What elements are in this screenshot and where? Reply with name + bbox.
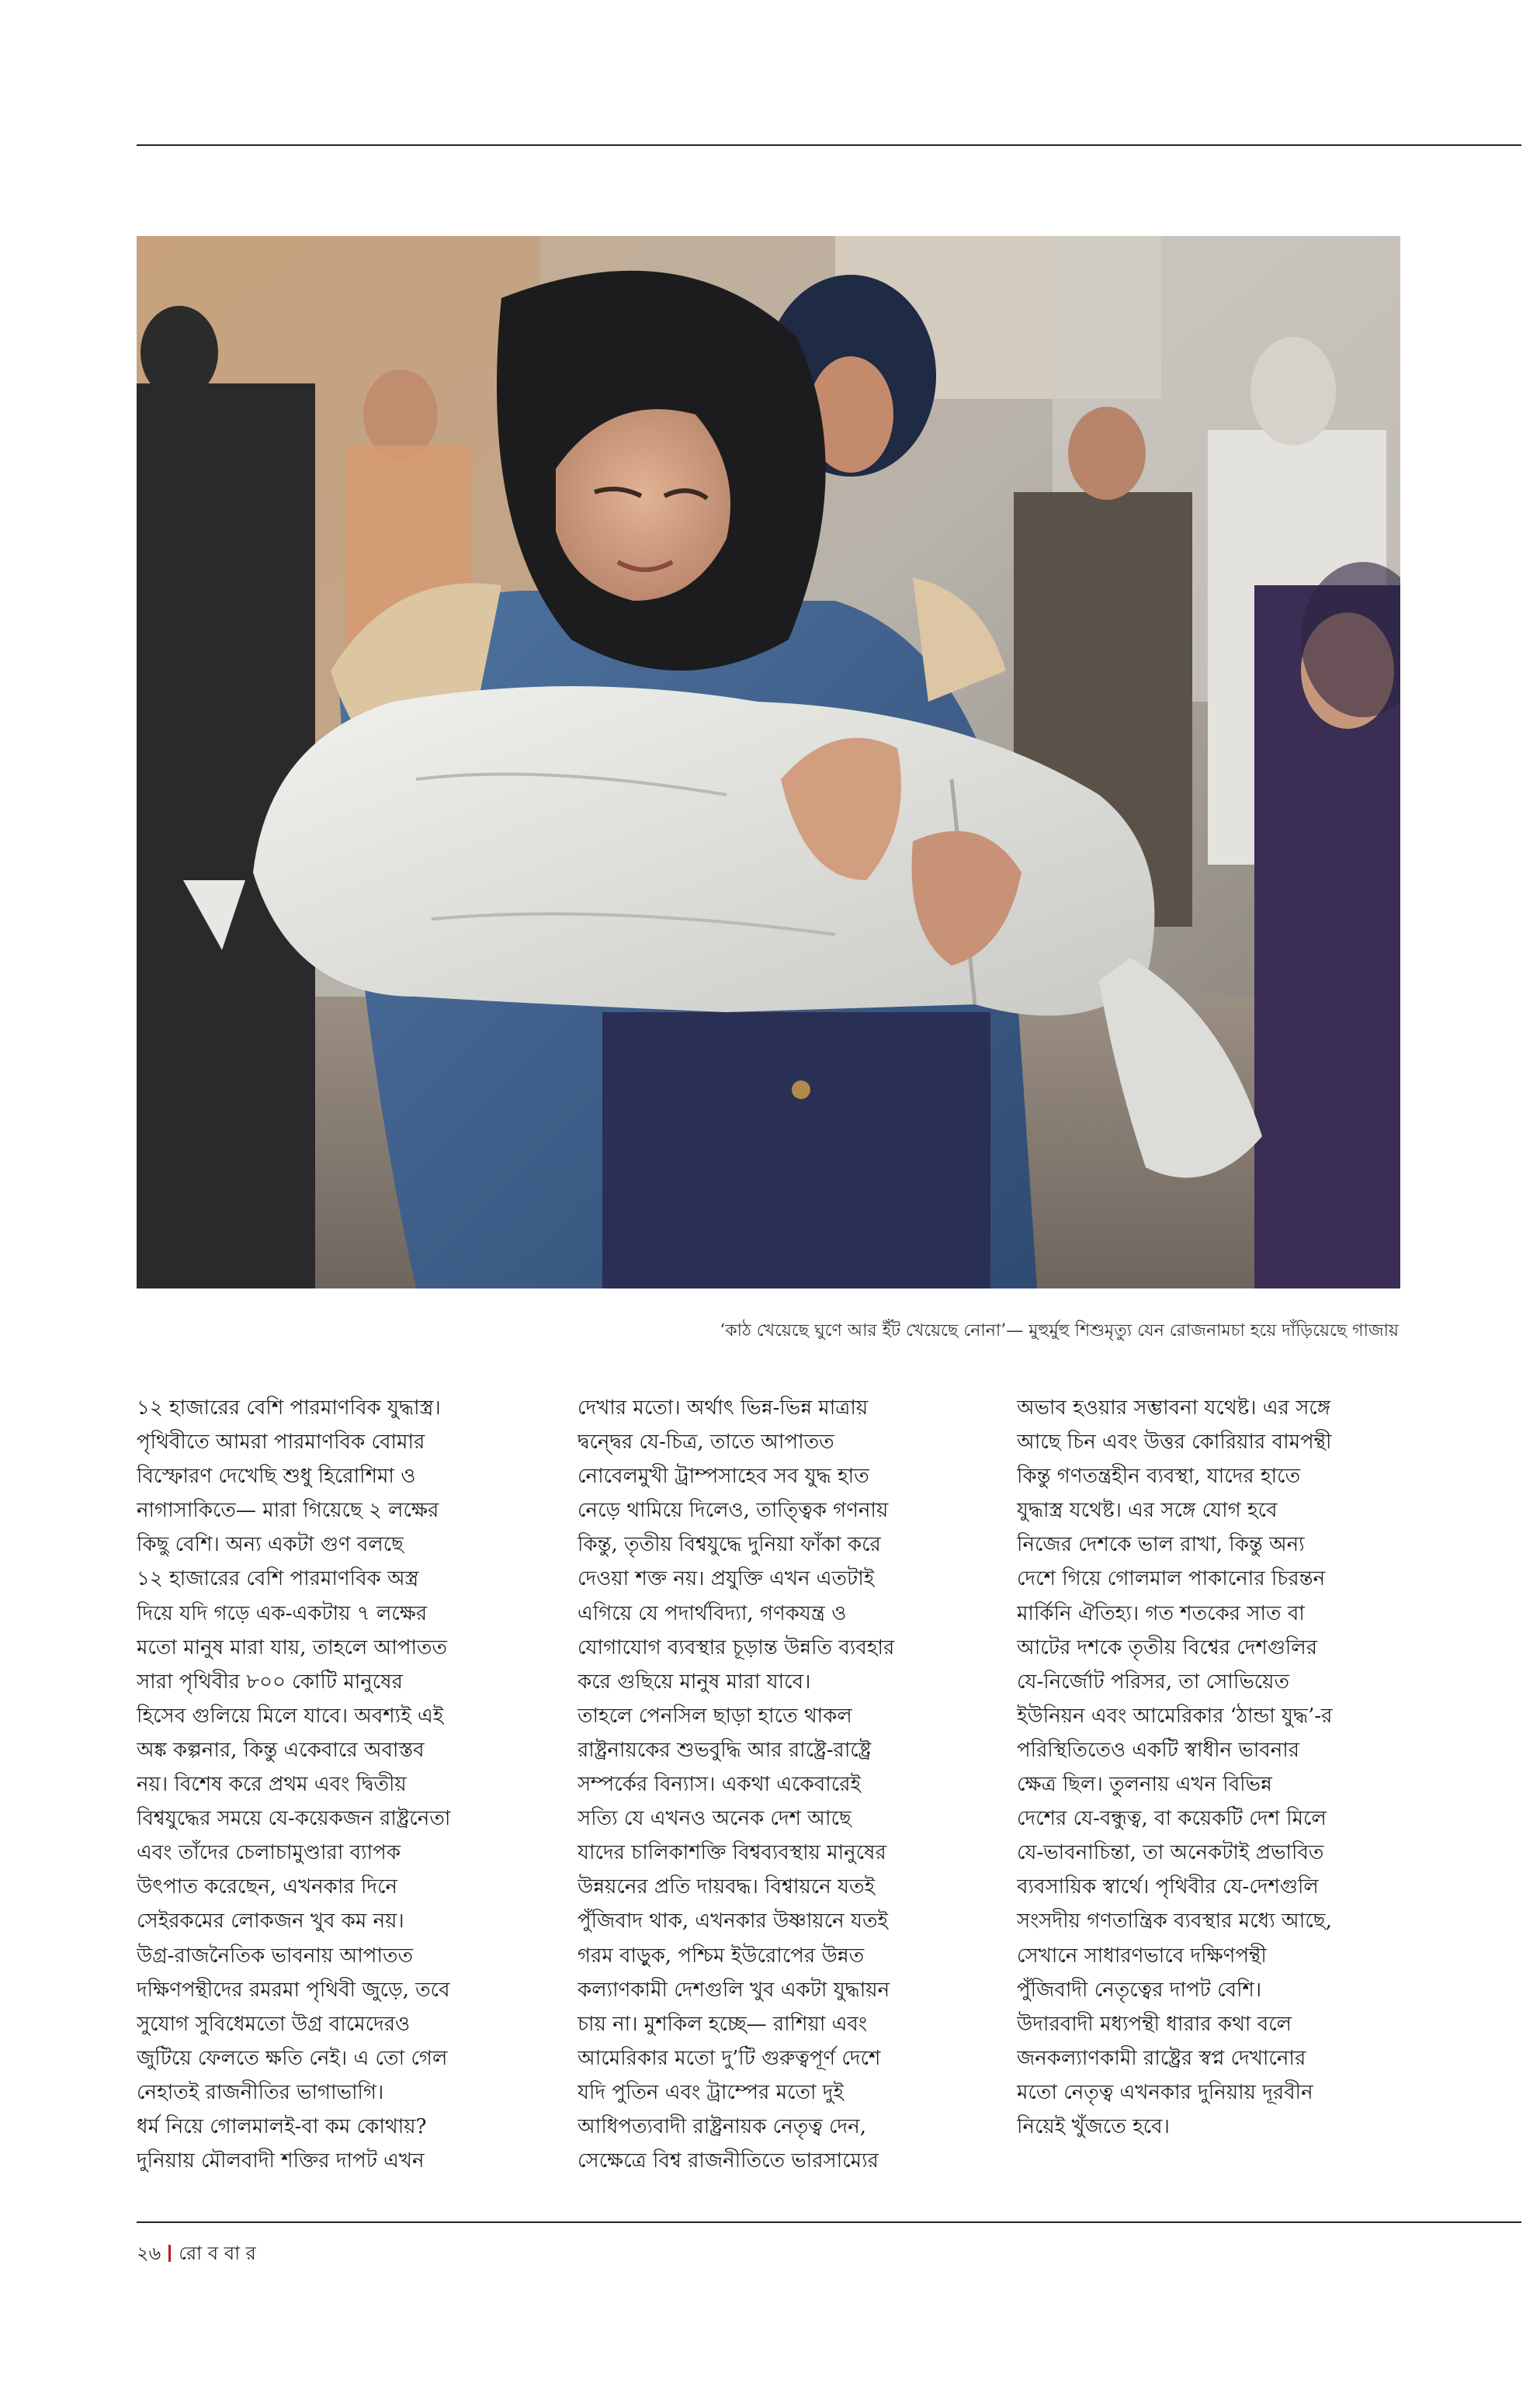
article-column-1 [137, 1391, 534, 2178]
text-line: সত্যি যে এখনও অনেক দেশ আছে [578, 1807, 852, 1831]
photo-illustration [137, 236, 1400, 1288]
text-line: যে-নির্জোট পরিসর, তা সোভিয়েত [1017, 1670, 1290, 1694]
text-line: দেওয়া শক্ত নয়। প্রযুক্তি এখন এতটাই [578, 1567, 875, 1591]
text-line: হিসেব গুলিয়ে মিলে যাবে। অবশ্যই এই [137, 1704, 444, 1728]
text-line: কিছু বেশি। অন্য একটা গুণ বলছে [137, 1533, 404, 1557]
page-footer [137, 2239, 256, 2270]
text-line: ক্ষেত্র ছিল। তুলনায় এখন বিভিন্ন [1017, 1773, 1272, 1797]
text-line: চায় না। মুশকিল হচ্ছে— রাশিয়া এবং [578, 2012, 868, 2036]
text-line: যে-ভাবনাচিন্তা, তা অনেকটাই প্রভাবিত [1017, 1841, 1324, 1865]
page-number: ২৬ [137, 2242, 161, 2264]
text-line: দক্ষিণপন্থীদের রমরমা পৃথিবী জুড়ে, তবে [137, 1978, 450, 2002]
text-line: দেশের যে-বন্ধুত্ব, বা কয়েকটি দেশ মিলে [1017, 1807, 1327, 1831]
text-line: সেইরকমের লোকজন খুব কম নয়। [137, 1909, 404, 1933]
text-line: পরিস্থিতিতেও একটি স্বাধীন ভাবনার [1017, 1738, 1300, 1762]
magazine-name: রো ব বা র [179, 2242, 256, 2264]
text-line: আমেরিকার মতো দু’টি গুরুত্বপূর্ণ দেশে [578, 2046, 881, 2070]
footer-separator [168, 2245, 171, 2262]
text-line: পুঁজিবাদী নেতৃত্বের দাপট বেশি। [1017, 1978, 1262, 2002]
text-line: ১২ হাজারের বেশি পারমাণবিক অস্ত্র [137, 1567, 419, 1591]
text-line: পৃথিবীতে আমরা পারমাণবিক বোমার [137, 1431, 425, 1455]
text-line: উৎপাত করেছেন, এখনকার দিনে [137, 1875, 398, 1899]
text-line: যদি পুতিন এবং ট্রাম্পের মতো দুই [578, 2080, 844, 2104]
text-line: যাদের চালিকাশক্তি বিশ্বব্যবস্থায় মানুষের [578, 1841, 886, 1865]
text-line: জুটিয়ে ফেলতে ক্ষতি নেই। এ তো গেল [137, 2046, 448, 2070]
text-line: সেখানে সাধারণভাবে দক্ষিণপন্থী [1017, 1944, 1267, 1968]
text-line: সেক্ষেত্রে বিশ্ব রাজনীতিতে ভারসাম্যের [578, 2149, 879, 2173]
text-line: ধর্ম নিয়ে গোলমালই-বা কম কোথায়? [137, 2114, 427, 2138]
text-line: বিশ্বযুদ্ধের সময়ে যে-কয়েকজন রাষ্ট্রনেতা [137, 1807, 451, 1831]
article-column-2 [578, 1391, 975, 2178]
text-line: সম্পর্কের বিন্যাস। একথা একেবারেই [578, 1773, 862, 1797]
text-line: আছে চিন এবং উত্তর কোরিয়ার বামপন্থী [1017, 1431, 1332, 1455]
text-line: নিজের দেশকে ভাল রাখা, কিন্তু অন্য [1017, 1533, 1305, 1557]
text-line: দ্বন্দ্বের যে-চিত্র, তাতে আপাতত [578, 1431, 834, 1455]
text-line: করে গুছিয়ে মানুষ মারা যাবে। [578, 1670, 811, 1694]
text-line: মার্কিনি ঐতিহ্য। গত শতকের সাত বা [1017, 1601, 1305, 1625]
text-line: সুযোগ সুবিধেমতো উগ্র বামেদেরও [137, 2012, 411, 2036]
text-line: কিন্তু গণতন্ত্রহীন ব্যবস্থা, যাদের হাতে [1017, 1465, 1301, 1489]
text-line: পুঁজিবাদ থাক, এখনকার উষ্ণায়নে যতই [578, 1909, 888, 1933]
text-line: নাগাসাকিতে— মারা গিয়েছে ২ লক্ষের [137, 1499, 439, 1523]
text-line: উদারবাদী মধ্যপন্থী ধারার কথা বলে [1017, 2012, 1292, 2036]
text-line: এগিয়ে যে পদার্থবিদ্যা, গণকযন্ত্র ও [578, 1601, 847, 1625]
text-line: তাহলে পেনসিল ছাড়া হাতে থাকল [578, 1704, 852, 1728]
text-line: আটের দশকে তৃতীয় বিশ্বের দেশগুলির [1017, 1635, 1318, 1659]
text-line: নয়। বিশেষ করে প্রথম এবং দ্বিতীয় [137, 1773, 407, 1797]
text-line: দিয়ে যদি গড়ে এক-একটায় ৭ লক্ষের [137, 1601, 428, 1625]
article-column-3 [1017, 1391, 1414, 2144]
text-line: কিন্তু, তৃতীয় বিশ্বযুদ্ধে দুনিয়া ফাঁকা করে [578, 1533, 881, 1557]
text-line: মতো মানুষ মারা যায়, তাহলে আপাতত [137, 1635, 448, 1659]
text-line: যোগাযোগ ব্যবস্থার চূড়ান্ত উন্নতি ব্যবহার [578, 1635, 895, 1659]
text-line: নিয়েই খুঁজতে হবে। [1017, 2114, 1170, 2138]
text-line: কল্যাণকামী দেশগুলি খুব একটা যুদ্ধায়ন [578, 1978, 890, 2002]
text-line: যুদ্ধাস্ত্র যথেষ্ট। এর সঙ্গে যোগ হবে [1017, 1499, 1278, 1523]
text-line: দেশে গিয়ে গোলমাল পাকানোর চিরন্তন [1017, 1567, 1326, 1591]
text-line: গরম বাড়ুক, পশ্চিম ইউরোপের উন্নত [578, 1944, 865, 1968]
top-rule [137, 144, 1521, 146]
text-line: মতো নেতৃত্ব এখনকার দুনিয়ায় দূরবীন [1017, 2080, 1313, 2104]
text-line: ইউনিয়ন এবং আমেরিকার ‘ঠান্ডা যুদ্ধ’-র [1017, 1704, 1333, 1728]
text-line: সারা পৃথিবীর ৮০০ কোটি মানুষের [137, 1670, 403, 1694]
text-line: ১২ হাজারের বেশি পারমাণবিক যুদ্ধাস্ত্র। [137, 1396, 441, 1420]
text-line: নেড়ে থামিয়ে দিলেও, তাত্ত্বিক গণনায় [578, 1499, 889, 1523]
text-line: রাষ্ট্রনায়কের শুভবুদ্ধি আর রাষ্ট্রে-রাষ্ট্রে [578, 1738, 872, 1762]
text-line: অঙ্ক কল্পনার, কিন্তু একেবারে অবাস্তব [137, 1738, 425, 1762]
photo-caption: ‘কাঠ খেয়েছে ঘুণে আর ইঁট খেয়েছে নোনা’— মুহুর্মুহু শিশুমৃত্যু যেন রোজনামচা হয়ে দাঁড়িয়েছে গাজায় [720, 1321, 1399, 1340]
text-line: জনকল্যাণকামী রাষ্ট্রের স্বপ্ন দেখানোর [1017, 2046, 1306, 2070]
text-line: উগ্র-রাজনৈতিক ভাবনায় আপাতত [137, 1944, 414, 1968]
text-line: উন্নয়নের প্রতি দায়বদ্ধ। বিশ্বায়নে যতই [578, 1875, 876, 1899]
bottom-rule [137, 2221, 1521, 2223]
text-line: নোবেলমুখী ট্রাম্পসাহেব সব যুদ্ধ হাত [578, 1465, 869, 1489]
text-line: বিস্ফোরণ দেখেছি শুধু হিরোশিমা ও [137, 1465, 416, 1489]
text-line: দেখার মতো। অর্থাৎ ভিন্ন-ভিন্ন মাত্রায় [578, 1396, 869, 1420]
text-line: এবং তাঁদের চেলাচামুণ্ডারা ব্যাপক [137, 1841, 401, 1865]
text-line: ব্যবসায়িক স্বার্থে। পৃথিবীর যে-দেশগুলি [1017, 1875, 1319, 1899]
article-photo [137, 236, 1400, 1288]
text-line: অভাব হওয়ার সম্ভাবনা যথেষ্ট। এর সঙ্গে [1017, 1396, 1331, 1420]
text-line: দুনিয়ায় মৌলবাদী শক্তির দাপট এখন [137, 2149, 425, 2173]
text-line: আধিপত্যবাদী রাষ্ট্রনায়ক নেতৃত্ব দেন, [578, 2114, 866, 2138]
text-line: নেহাতই রাজনীতির ভাগাভাগি। [137, 2080, 384, 2104]
text-line: সংসদীয় গণতান্ত্রিক ব্যবস্থার মধ্যে আছে, [1017, 1909, 1332, 1933]
